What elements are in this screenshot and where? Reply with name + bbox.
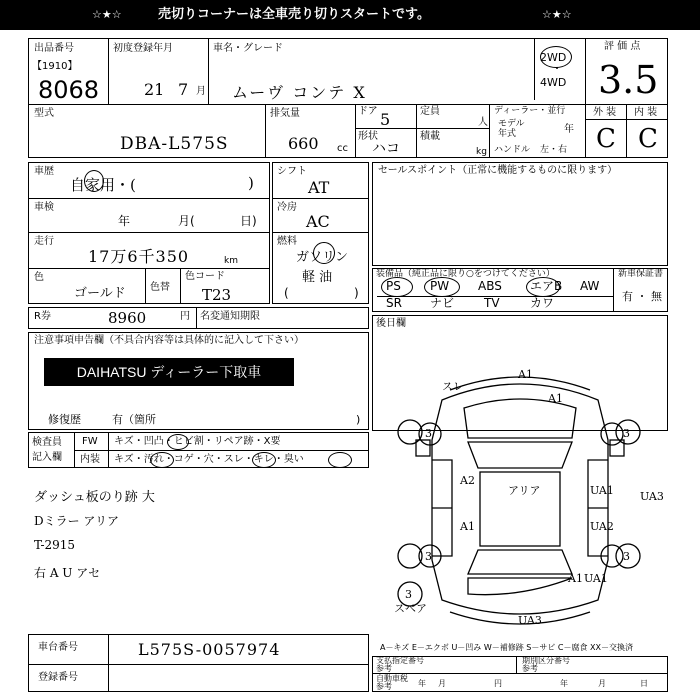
- auto-tax-label: 自動車税 参考: [376, 674, 408, 691]
- diagram-mark-aria: アリア: [508, 484, 541, 497]
- tax-unit-month2: 月: [598, 679, 606, 688]
- remark-1: ダッシュ板のり跡 大: [34, 490, 155, 505]
- sales-points-section: [372, 162, 668, 266]
- equip-airbag-circle: [526, 277, 563, 297]
- diagram-mark-3-rl: 3: [425, 550, 432, 563]
- repair-history-value: 有（箇所: [112, 413, 156, 426]
- equip-airbag: エアB: [530, 279, 563, 293]
- diagram-mark-scuff: スレ: [442, 380, 464, 393]
- tax-unit-day: 日: [640, 679, 648, 688]
- fuel-paren-open: (: [284, 286, 289, 300]
- int-smell-circle: [328, 452, 352, 468]
- warranty-label: 新車保証書: [618, 269, 664, 279]
- registration-month: 7: [178, 80, 189, 99]
- dealer-trade-in-badge: DAIHATSU ディーラー下取車: [44, 358, 294, 386]
- diagram-mark-a1-front: A1: [518, 368, 533, 381]
- chassis-value: L575S-0057974: [138, 640, 281, 659]
- history-label: 車歴: [34, 166, 54, 177]
- doors-value: 5: [380, 110, 391, 129]
- tax-unit-year2: 年: [560, 679, 568, 688]
- diagram-mark-3-fl: 3: [425, 427, 432, 440]
- name-label: 車名・グレード: [213, 43, 283, 54]
- drive-4wd: 4WD: [540, 76, 567, 89]
- recycle-label: R券: [34, 311, 51, 322]
- history-section: [28, 162, 270, 304]
- evaluation-score: 3.5: [598, 58, 659, 102]
- load-unit: kg: [476, 147, 487, 157]
- color-label: 色: [34, 272, 44, 283]
- equipment-label: 装備品（純正品に限り○をつけてください）: [376, 269, 555, 279]
- inspector-label: 検査員: [32, 437, 62, 448]
- displacement-label: 排気量: [270, 108, 300, 119]
- warranty-options: 有 ・ 無: [622, 290, 662, 303]
- interior-check-label: 内装: [80, 454, 100, 465]
- shift-value: AT: [308, 178, 330, 197]
- diagram-mark-ua3-right: UA3: [640, 490, 664, 503]
- chassis-label: 車台番号: [38, 642, 78, 653]
- fuel-gasoline: ガソリン: [296, 250, 349, 265]
- recycle-unit: 円: [180, 311, 190, 322]
- payment-number-label: 支払指定番号 参考: [376, 656, 424, 673]
- mileage-value: 17万6千350: [88, 247, 190, 266]
- remark-2: Dミラー アリア: [34, 514, 119, 528]
- diagram-mark-a1-left: A1: [460, 520, 475, 533]
- lot-label: 出品番号: [34, 43, 74, 54]
- tax-unit-year: 年: [418, 679, 426, 688]
- remark-4: 右 A U アセ: [34, 566, 101, 580]
- diagram-mark-ua3-rear: UA3: [518, 614, 542, 627]
- diagram-spare-label: スペア: [394, 602, 427, 615]
- diagram-mark-a1-hood: A1: [548, 392, 563, 405]
- lot-sub: 【1910】: [32, 61, 78, 72]
- fuel-paren-close: ): [354, 286, 359, 300]
- handle-options: 左・右: [540, 145, 568, 155]
- notes-label: 注意事項申告欄（不具合内容等は具体的に記入して下さい）: [34, 335, 304, 346]
- drive-dot: ・: [552, 64, 562, 75]
- stars-right: ☆★☆: [542, 8, 572, 21]
- evaluation-label: 評 価 点: [604, 41, 641, 52]
- capacity-unit: 人: [478, 117, 488, 128]
- exterior-grade: C: [596, 124, 616, 154]
- remark-3: T-2915: [34, 538, 76, 552]
- repair-history-label: 修復歴: [48, 413, 81, 426]
- shape-label: 形状: [358, 131, 378, 142]
- color-code: T23: [202, 286, 232, 304]
- fuel-selected-circle: [313, 242, 335, 264]
- int-wear-circle: [252, 452, 276, 468]
- fuel-diesel: 軽 油: [302, 270, 333, 285]
- history-value: 自家用・(: [70, 176, 136, 194]
- tax-unit-yen: 円: [494, 679, 502, 688]
- shift-label: シフト: [277, 166, 307, 177]
- registration-year: 21: [144, 80, 165, 99]
- equip-sr: SR: [386, 296, 402, 310]
- fw-label: FW: [82, 436, 98, 447]
- lot-number: 8068: [38, 76, 100, 104]
- diagram-mark-3-rr: 3: [623, 550, 630, 563]
- model-value: DBA-L575S: [120, 134, 229, 154]
- doors-label: ドア: [358, 106, 378, 117]
- load-label: 積載: [420, 131, 440, 142]
- shape-value: ハコ: [372, 141, 400, 157]
- equip-tv: TV: [484, 296, 500, 310]
- mileage-unit: km: [224, 256, 238, 266]
- exterior-label: 外 装: [593, 107, 617, 118]
- equip-ps: PS: [386, 279, 401, 293]
- cooling-label: 冷房: [277, 202, 297, 213]
- recycle-value: 8960: [108, 309, 147, 327]
- inspector-entry-label: 記入欄: [32, 452, 62, 463]
- post-delivery-label: 後日欄: [376, 318, 406, 329]
- interior-label: 内 装: [634, 107, 658, 118]
- fuel-label: 燃料: [277, 236, 297, 247]
- header-banner: [0, 0, 700, 30]
- interior-grade: C: [638, 124, 658, 154]
- notice-deadline-label: 名変通知期限: [200, 311, 260, 322]
- diagram-mark-a1-rear: A1: [568, 572, 583, 585]
- damage-diagram: [372, 360, 668, 630]
- fw-items: キズ・凹凸・ヒビ割・リペア跡・X要: [114, 436, 281, 447]
- stars-left: ☆★☆: [92, 8, 122, 21]
- model-year-label: モデル 年式: [498, 119, 525, 139]
- diagram-mark-3-spare: 3: [405, 588, 412, 601]
- inspection-day: 日): [240, 214, 257, 228]
- handle-label: ハンドル: [494, 145, 531, 155]
- registration-label: 初度登録年月: [113, 43, 173, 54]
- history-circle: [84, 170, 104, 192]
- repair-history-close: ): [356, 413, 361, 426]
- tax-unit-month: 月: [438, 679, 446, 688]
- history-close: ): [248, 174, 254, 192]
- equip-pw: PW: [430, 279, 450, 293]
- color-value: ゴールド: [74, 286, 126, 301]
- inspection-month: 月(: [178, 214, 195, 228]
- banner-text: 売切りコーナーは全車売り切りスタートです。: [158, 7, 430, 22]
- equip-pw-circle: [424, 277, 460, 297]
- equip-abs: ABS: [478, 279, 502, 293]
- name-value: ムーヴ コンテ X: [232, 83, 367, 102]
- displacement-unit: cc: [337, 143, 348, 154]
- inspection-year: 年: [118, 214, 131, 228]
- diagram-mark-3-fr: 3: [623, 427, 630, 440]
- cooling-value: AC: [306, 212, 330, 231]
- drive-2wd: 2WD: [540, 51, 567, 64]
- interior-check-items: キズ・汚れ・コゲ・穴・スレ・キレ・臭い: [114, 454, 304, 465]
- color-change-label: 色替: [150, 282, 170, 293]
- equip-ps-circle: [381, 277, 413, 297]
- registration-month-unit: 月: [196, 86, 206, 97]
- capacity-label: 定員: [420, 106, 440, 117]
- diagram-mark-ua1-rear: UA1: [584, 572, 608, 585]
- period-number-label: 期別区分番号 参考: [522, 656, 570, 673]
- reg-number-label: 登録番号: [38, 672, 78, 683]
- fw-dent-circle: [167, 434, 189, 450]
- equip-navi: ナビ: [430, 296, 455, 310]
- model-label: 型式: [34, 108, 54, 119]
- model-year-unit: 年: [564, 124, 574, 135]
- int-dirt-circle: [150, 452, 174, 468]
- diagram-mark-ua2: UA2: [590, 520, 614, 533]
- mileage-label: 走行: [34, 236, 54, 247]
- color-code-label: 色コード: [185, 271, 225, 282]
- legend-text: A－キズ E－エクボ U－凹み W－補修跡 S－サビ C－腐食 XX－交換済: [380, 643, 634, 652]
- equip-aw: AW: [580, 279, 600, 293]
- equip-leather: カワ: [530, 296, 555, 310]
- diagram-mark-a2: A2: [460, 474, 475, 487]
- sales-points-label: セールスポイント（正常に機能するものに限ります）: [378, 165, 618, 176]
- displacement-value: 660: [288, 134, 319, 153]
- recycle-section: [28, 307, 369, 329]
- diagram-mark-ua1-right: UA1: [590, 484, 614, 497]
- inspection-label: 車検: [34, 202, 54, 213]
- dealer-label: ディーラー・並行: [494, 106, 566, 116]
